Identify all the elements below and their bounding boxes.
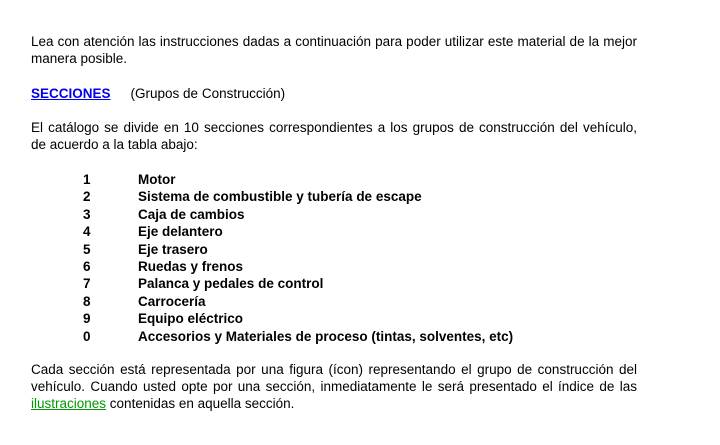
group-row-5	[31, 241, 637, 258]
group-name: Palanca y pedales de control	[138, 276, 324, 292]
group-number: 8	[83, 293, 91, 309]
group-name: Eje delantero	[138, 224, 223, 240]
group-name: Carrocería	[138, 293, 206, 309]
group-number: 4	[83, 224, 91, 240]
closing-text-before: Cada sección está representada por una figura (ícon) representando el grupo de construcción del vehículo. Cuando usted opte por una sección, inmediatamente le será presentado el índice de las	[31, 362, 637, 395]
group-number: 6	[83, 259, 91, 275]
illustrations-link[interactable]: ilustraciones	[31, 396, 107, 412]
sections-note: (Grupos de Construcción)	[130, 86, 286, 101]
group-name: Equipo eléctrico	[138, 311, 244, 327]
closing-text-after: contenidas en aquella sección.	[106, 396, 295, 412]
group-number: 2	[83, 189, 91, 205]
group-number: 5	[83, 241, 91, 257]
group-row-3	[31, 206, 637, 223]
group-row-2	[31, 188, 637, 205]
catalog-paragraph: El catálogo se divide en 10 secciones correspondientes a los grupos de construcción del vehículo, de acuerdo a la tabla abajo:	[31, 120, 637, 152]
group-row-7	[31, 275, 637, 292]
group-number: 3	[83, 206, 91, 222]
sections-link[interactable]: SECCIONES	[31, 86, 111, 101]
group-row-8	[31, 293, 637, 310]
closing-paragraph	[31, 361, 637, 412]
construction-groups-list	[31, 171, 637, 345]
group-row-1	[31, 171, 637, 188]
group-number: 7	[83, 276, 91, 292]
group-name: Accesorios y Materiales de proceso (tintas, solventes, etc)	[138, 328, 514, 344]
instructions-page	[31, 33, 637, 412]
sections-heading	[31, 85, 637, 102]
group-name: Eje trasero	[138, 241, 208, 257]
group-name: Ruedas y frenos	[138, 259, 244, 275]
group-row-6	[31, 258, 637, 275]
group-row-9	[31, 310, 637, 327]
group-number: 1	[83, 172, 91, 187]
group-row-4	[31, 223, 637, 240]
group-row-0	[31, 328, 637, 345]
group-number: 9	[83, 311, 91, 327]
group-name: Sistema de combustible y tubería de escape	[138, 189, 422, 205]
group-name: Caja de cambios	[138, 206, 245, 222]
group-number: 0	[83, 328, 91, 344]
intro-paragraph: Lea con atención las instrucciones dadas a continuación para poder utilizar este material de la mejor manera posible.	[31, 34, 637, 66]
group-name: Motor	[138, 172, 176, 187]
